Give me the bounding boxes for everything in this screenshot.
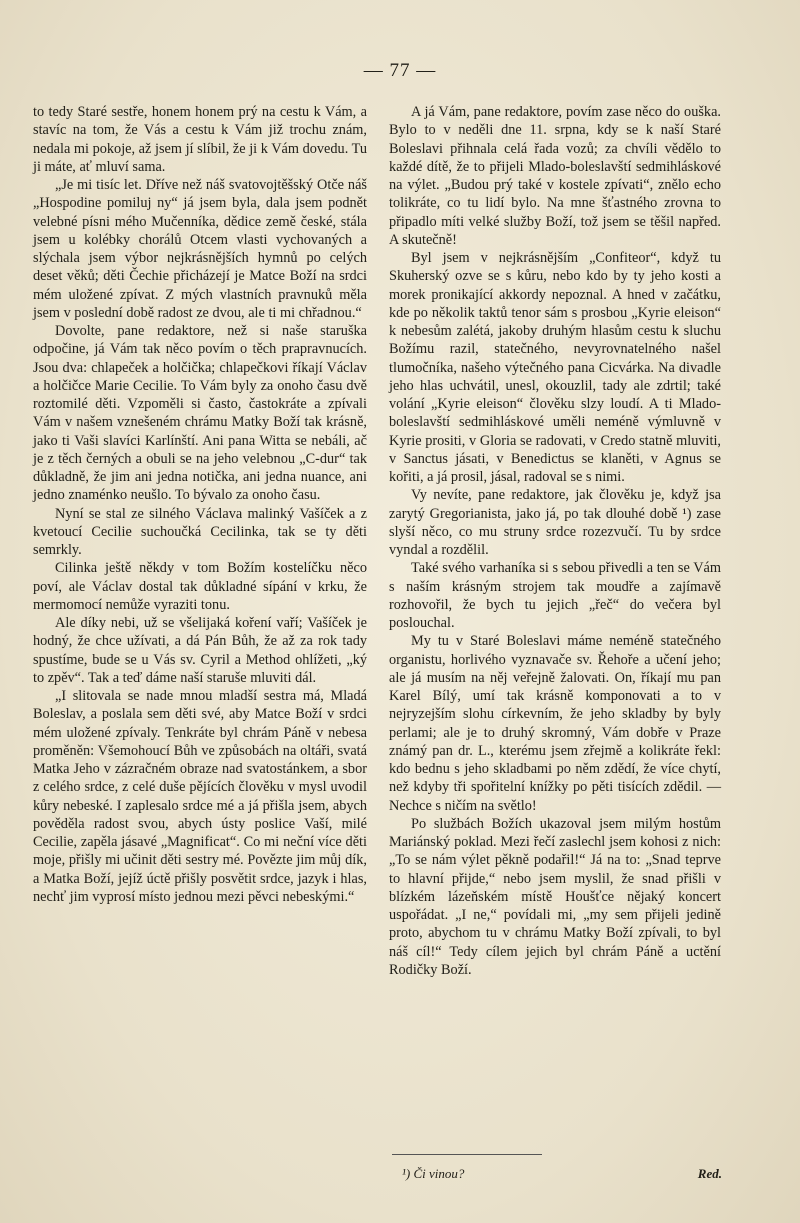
- footnote: [392, 1166, 722, 1182]
- footnote-text: ¹) Či vinou?: [402, 1166, 465, 1181]
- paragraph: Cilinka ještě někdy v tom Božím kostelíčku něco poví, ale Václav dostal tak důkladné sípání v krku, že mermomocí nemůže vyraziti tonu.: [33, 560, 367, 613]
- paragraph: Nyní se stal ze silného Václava malinký Vašíček a z kvetoucí Cecilie suchoučká Cecilinka, tak se ty děti semrkly.: [33, 505, 367, 558]
- paragraph: „I slitovala se nade mnou mladší sestra má, Mladá Boleslav, a poslala sem děti své, aby Matce Boží v srdci mém uložené zpívaly. Tenkráte byl chrám Páně v nebesa proměněn: Všemohoucí Bůh ve způsobách na oltáři, svatá Matka Jeho v zázračném obraze nad svatostánkem, a sbor z celého srdce, z celé duše pějících člověku v mysl uvodil kůry nebeské. I zaplesalo srdce mé a já přišla jsem, abych pověděla radost svou, abych ústy poslice Vaší, milé Cecilie, zapěla jásavé „Magnificat“. Co mi neční více děti moje, přišly mi učinit děti sestry mé. Povězte jim můj dík, a Matka Boží, jejíž úctě přišly posvětit srdce, jazyk i hlas, nechť jim vyprosí místo jednou mezi pěvci nebeskými.“: [33, 688, 367, 905]
- left-column: [33, 103, 367, 906]
- paragraph: Po službách Božích ukazoval jsem milým hostům Mariánský poklad. Mezi řečí zaslechl jsem kohosi z nich: „To se nám výlet pěkně podařil!“ Já na to: „Snad teprve to hlavní přijde,“ nebo jsem myslil, že snad přišli v blízkém lázeňském místě Houšťce nějaký koncert uspořádat. „I ne,“ povídali mi, „my sem přijeli jedině proto, abychom tu v chrámu Matky Boží zpívali, to byl náš cíl!“ Tedy cílem jejich byl chrám Páně a uctění Rodičky Boží.: [389, 815, 721, 978]
- paragraph: „Je mi tisíc let. Dříve než náš svatovojtěšský Otče náš „Hospodine pomiluj ny“ já jsem byla, dala jsem podnět velebné písni mého Mučenníka, dědice země české, stála jsem u kolébky chorálů Otcem vlasti vychovaných a slýchala jsem výbor nejkrásnějších hymnů po celých deset věků; děti Čechie přicházejí je Matce Boží na srdci mém uložené zpívat. Z mých vlastních pravnuků měla jsem v poslední době radost ze dvou, ale ti mi chřadnou.“: [33, 177, 367, 321]
- paragraph: to tedy Staré sestře, honem honem prý na cestu k Vám, a stavíc na tom, že Vás a cestu k Vám již trochu znám, nedala mi pokoje, až jsem jí slíbil, že ji k Vám dovedu. Tu ji máte, ať mluví sama.: [33, 104, 367, 175]
- paragraph: My tu v Staré Boleslavi máme neméně statečného organistu, horlivého vyznavače sv. Řehoře a učení jeho; ale já musím na něj veřejně žalovati. On, říkají mu pan Karel Bílý, umí tak krásně komponovati a to v nejryzejším slohu církevním, že jeho skladby by byly perlami; ale je to druhý skromný, Vám dobře v Praze známý pan dr. L., kterému jsem zřejmě a kolikráte řekl: kdo bednu s jeho skladbami po něm zdědí, že více chytí, než kdyby tři spořitelní knížky po pěti tisících zdědil. — Nechce s ničím na světlo!: [389, 633, 721, 814]
- page-number: — 77 —: [363, 60, 437, 81]
- paragraph: Také svého varhaníka si s sebou přivedli a ten se Vám s naším krásným strojem tak moudře a zajímavě rozhovořil, že bych tu jejich „řeč“ do večera byl poslouchal.: [389, 560, 721, 631]
- paragraph: Dovolte, pane redaktore, než si naše staruška odpočine, já Vám tak něco povím o těch prapravnucích. Jsou dva: chlapeček a holčička; chlapečkovi říkají Václav a holčičce Marie Cecilie. To Vám byly za onoho času dvě roztomilé děti. Vzpoměli si často, častokráte a zpívali Vám v našem vznešeném chrámu Matky Boží tak krásně, jako ti Vaši slavíci Karlínští. Ani pana Witta se nebáli, ač je z těch černých a obuli se na jeho velebnou „C-dur“ tak důkladně, že jim ani jedna notička, ani jedna nuance, ani jedno znaménko neušlo. To bývalo za onoho času.: [33, 323, 367, 504]
- paragraph: A já Vám, pane redaktore, povím zase něco do ouška. Bylo to v neděli dne 11. srpna, kdy se k naší Staré Boleslavi přihnala celá řada vozů; za chvíli vědělo to každé dítě, že to přijeli Mlado-boleslavští sedmihláskové na výlet. „Budou prý také v kostele zpívati“, znělo echo tolikráte, co tu lidí bylo. Na mne šťastného zrovna to připadlo míti velké služby Boží, tož jsem se těšil napřed. A skutečně!: [389, 104, 721, 248]
- editor-signature: Red.: [697, 1166, 722, 1181]
- paragraph: Ale díky nebi, už se všelijaká koření vaří; Vašíček je hodný, že chce užívati, a dá Pán Bůh, že až za rok tady spustíme, bude se u Vás sv. Cyril a Method ohlížeti, „ký to zpěv“. Tak a teď dáme naší staruše mluviti dál.: [33, 615, 367, 686]
- right-column: [389, 103, 721, 979]
- footnote-rule: [392, 1154, 542, 1155]
- paragraph: Byl jsem v nejkrásnějším „Confiteor“, když tu Skuherský ozve se s kůru, nebo kdo by ty jeho kosti a morek pronikající akkordy nepoznal. A hned v začátku, kde po několik taktů tenor sám s prosbou „Kyrie eleison“ k nebesům zalétá, jakoby druhým hlasům cestu k sluchu Božímu razil, statečného, nevyrovnatelného našel tlumočníka, našeho výtečného pana Cicvárka. Na divadle jeho hlas uchvátil, unesl, okouzlil, tady ale zdrtil; také volání „Kyrie eleison“ člověku slzy loudí. A ti Mlado-boleslavští sedmihláskové uměli neméně výmluvně v Kyrie prositi, v Gloria se radovati, v Credo statně mluviti, v Sanctus jásati, v Benedictus se klaněti, v Agnus se kořiti, a já prosil, jásal, radoval se s nimi.: [389, 250, 721, 485]
- paragraph: Vy nevíte, pane redaktore, jak člověku je, když jsa zarytý Gregorianista, jako já, po tak dlouhé době ¹) zase slyší něco, co mu struny srdce rozezvučí. Tu by srdce vyndal a rozdělil.: [389, 487, 721, 558]
